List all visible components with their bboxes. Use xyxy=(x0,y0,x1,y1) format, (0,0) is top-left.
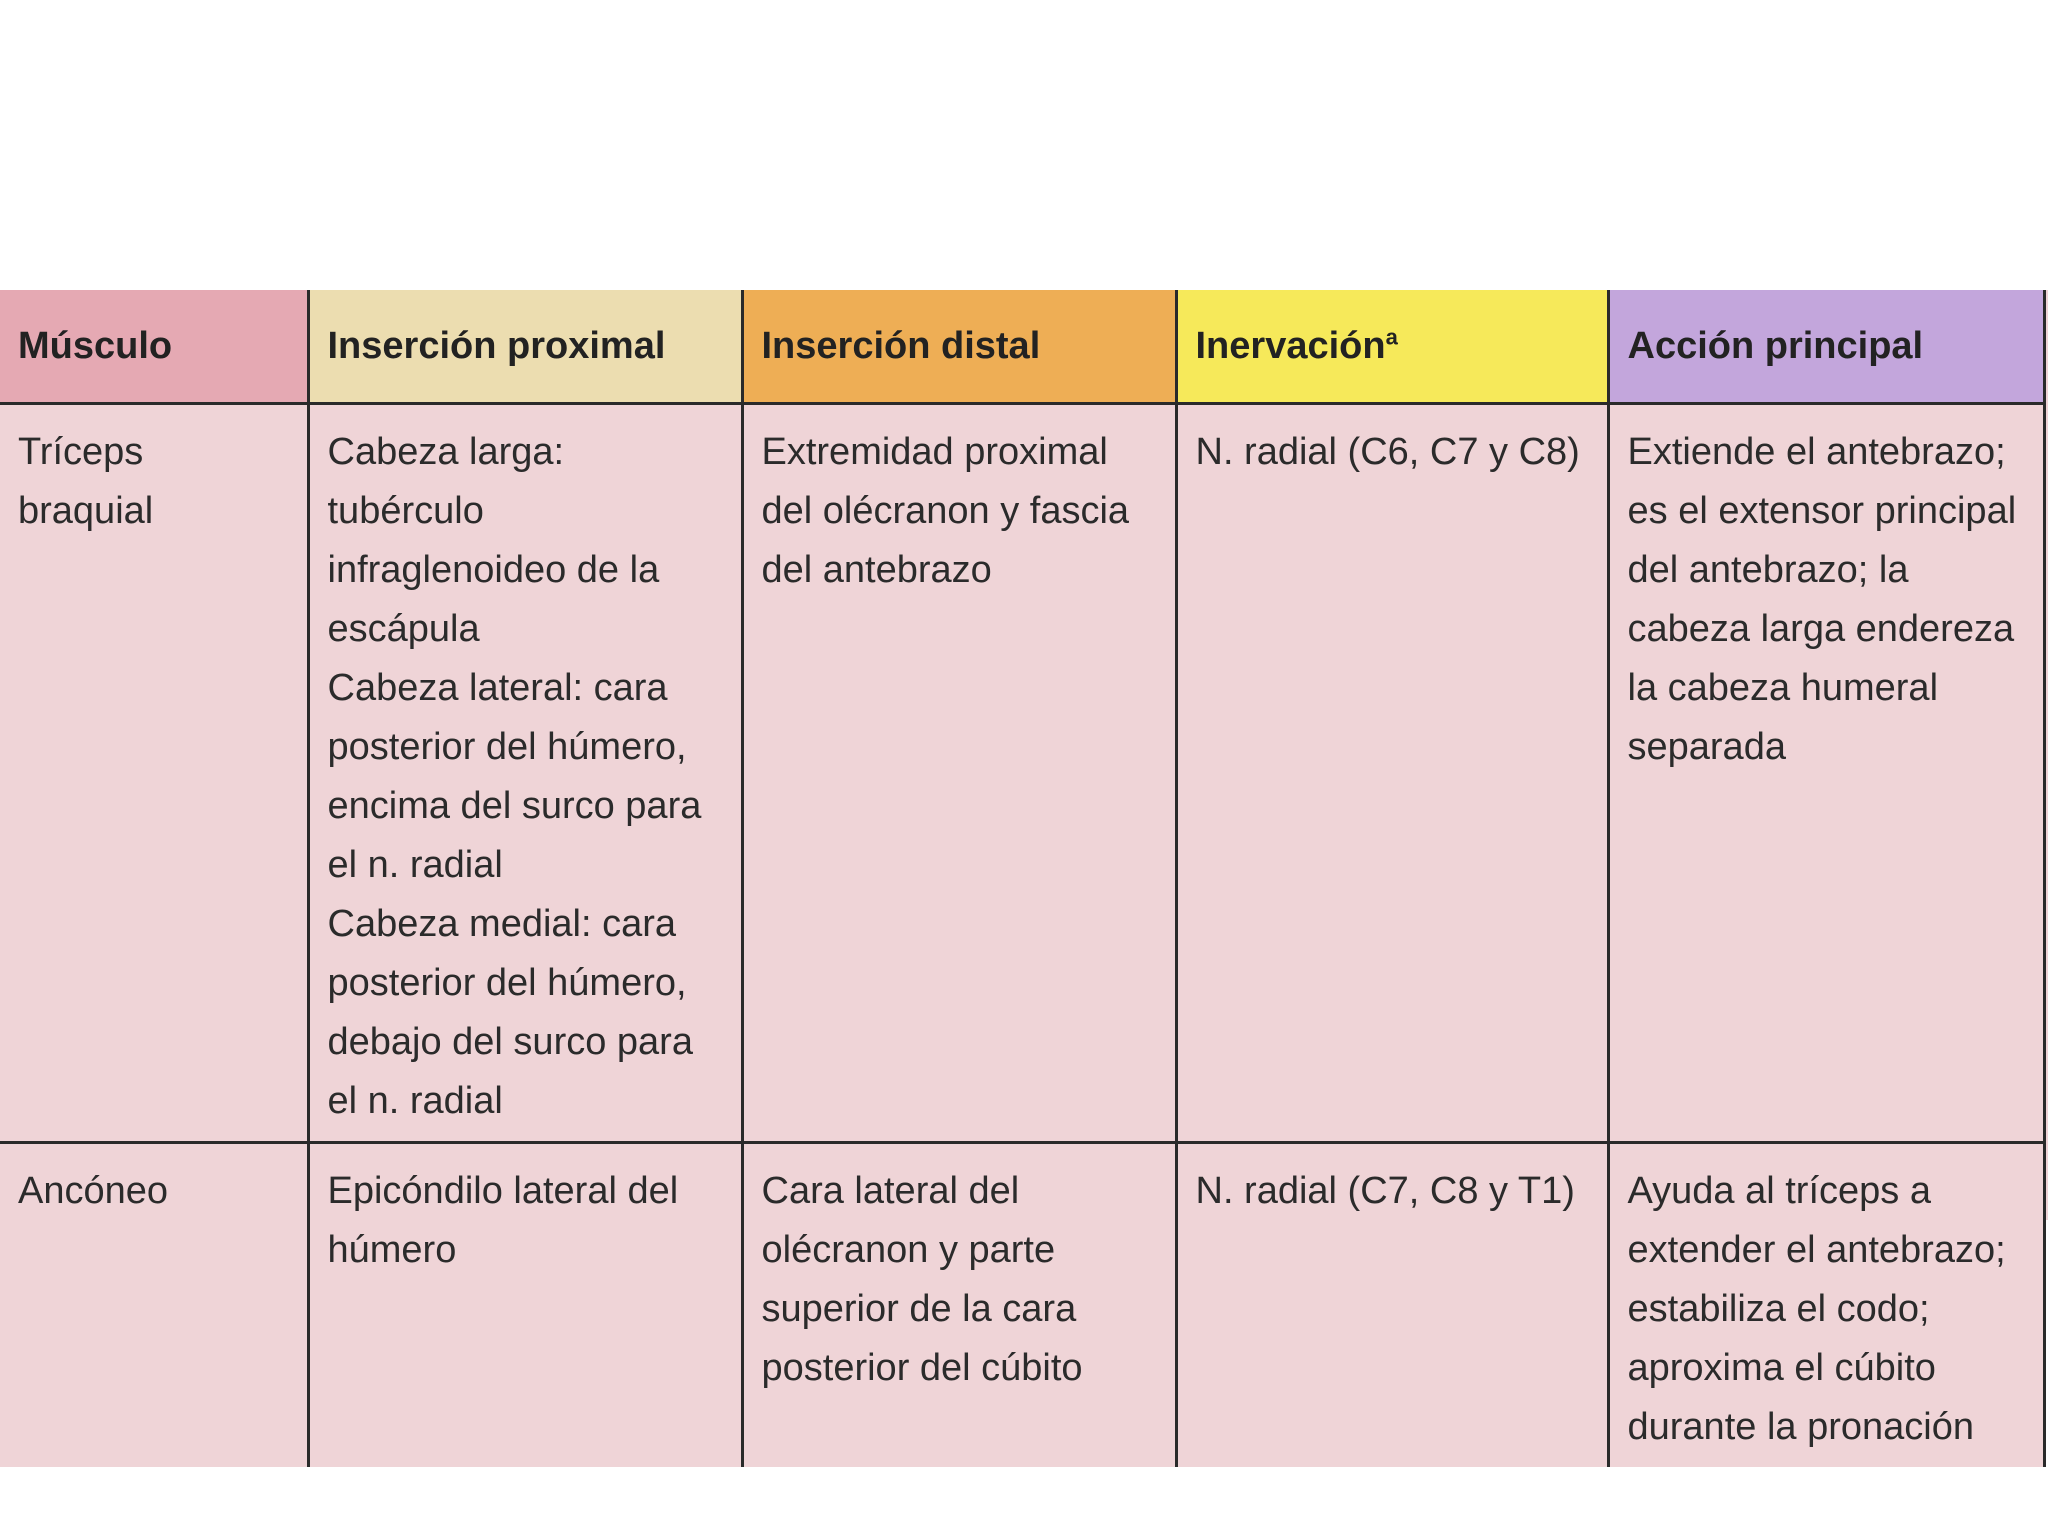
cell-insercion-proximal xyxy=(308,404,742,1143)
insercion-proximal-line: Cabeza medial: cara posterior del húmero, debajo del surco para el n. radial xyxy=(327,903,693,1122)
table-row xyxy=(0,1143,2044,1468)
scanned-table-page xyxy=(0,290,2048,1448)
header-insercion-proximal: Inserción proximal xyxy=(308,290,742,404)
header-accion-principal: Acción principal xyxy=(1608,290,2044,404)
cell-insercion-distal: Extremidad proximal del olécranon y fascia del antebrazo xyxy=(742,404,1176,1143)
cell-accion-principal: Extiende el antebrazo; es el extensor principal del antebrazo; la cabeza larga endereza la cabeza humeral separada xyxy=(1608,404,2044,1143)
header-insercion-distal: Inserción distal xyxy=(742,290,1176,404)
cell-accion-principal: Ayuda al tríceps a extender el antebrazo; estabiliza el codo; aproxima el cúbito durante la pronación xyxy=(1608,1143,2044,1468)
cell-insercion-proximal xyxy=(308,1143,742,1468)
table-row xyxy=(0,404,2044,1143)
muscle-table xyxy=(0,290,2046,1467)
cell-musculo: Ancóneo xyxy=(0,1143,308,1468)
header-inervacion xyxy=(1176,290,1608,404)
header-musculo: Músculo xyxy=(0,290,308,404)
cell-insercion-distal: Cara lateral del olécranon y parte superior de la cara posterior del cúbito xyxy=(742,1143,1176,1468)
table-header-row xyxy=(0,290,2044,404)
cell-inervacion: N. radial (C6, C7 y C8) xyxy=(1176,404,1608,1143)
insercion-proximal-line: Cabeza lateral: cara posterior del húmero, encima del surco para el n. radial xyxy=(327,667,702,886)
insercion-proximal-line: Epicóndilo lateral del húmero xyxy=(327,1170,679,1271)
header-inervacion-footnote-mark: a xyxy=(1385,324,1398,350)
header-inervacion-label: Inervación xyxy=(1195,325,1386,367)
insercion-proximal-line: Cabeza larga: tubérculo infraglenoideo de la escápula xyxy=(327,431,660,650)
cell-inervacion: N. radial (C7, C8 y T1) xyxy=(1176,1143,1608,1468)
cell-musculo: Tríceps braquial xyxy=(0,404,308,1143)
